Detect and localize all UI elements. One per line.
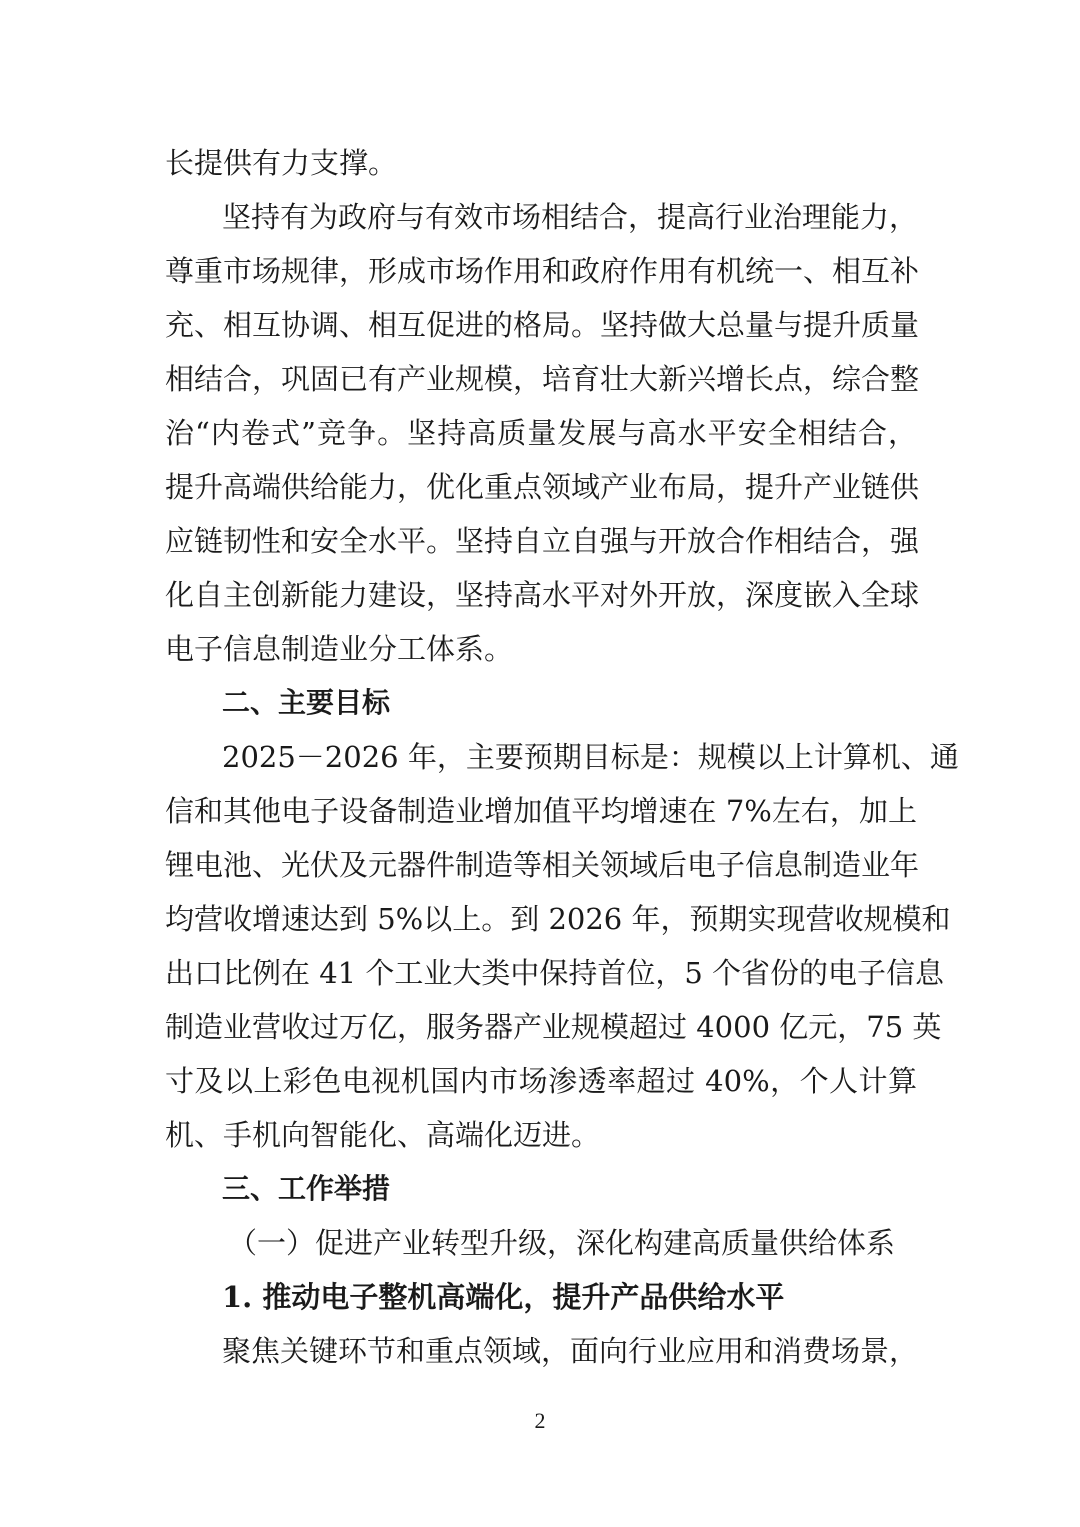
subsection-1-heading: （一）促进产业转型升级，深化构建高质量供给体系 <box>228 1226 896 1260</box>
paragraph-2-line-8: 化自主创新能力建设，坚持高水平对外开放，深度嵌入全球 <box>165 578 920 612</box>
paragraph-3-line-2: 信和其他电子设备制造业增加值平均增速在 7%左右，加上 <box>165 794 917 828</box>
paragraph-3-line-8: 机、手机向智能化、高端化迈进。 <box>165 1118 601 1152</box>
paragraph-4-line-1: 聚焦关键环节和重点领域，面向行业应用和消费场景， <box>222 1334 919 1368</box>
paragraph-2-line-1: 坚持有为政府与有效市场相结合，提高行业治理能力， <box>222 200 919 234</box>
section-2-heading: 二、主要目标 <box>222 686 391 719</box>
paragraph-3-line-1: 2025－2026 年，主要预期目标是：规模以上计算机、通 <box>222 740 959 774</box>
page-number: 2 <box>534 1408 546 1433</box>
paragraph-2-line-3: 充、相互协调、相互促进的格局。坚持做大总量与提升质量 <box>165 308 920 342</box>
item-1-heading: 1. 推动电子整机高端化，提升产品供给水平 <box>222 1280 785 1314</box>
paragraph-2-line-5: 治“内卷式”竞争。坚持高质量发展与高水平安全相结合， <box>165 416 917 450</box>
paragraph-2-line-4: 相结合，巩固已有产业规模，培育壮大新兴增长点，综合整 <box>165 362 920 396</box>
paragraph-1-line-1: 长提供有力支撑。 <box>165 146 398 180</box>
paragraph-3-line-6: 制造业营收过万亿，服务器产业规模超过 4000 亿元，75 英 <box>165 1010 942 1044</box>
paragraph-3-line-3: 锂电池、光伏及元器件制造等相关领域后电子信息制造业年 <box>165 848 920 882</box>
paragraph-3-line-7: 寸及以上彩色电视机国内市场渗透率超过 40%，个人计算 <box>165 1064 917 1098</box>
paragraph-2-line-2: 尊重市场规律，形成市场作用和政府作用有机统一、相互补 <box>165 254 920 288</box>
paragraph-3-line-4: 均营收增速达到 5%以上。到 2026 年，预期实现营收规模和 <box>165 902 951 936</box>
paragraph-2-line-6: 提升高端供给能力，优化重点领域产业布局，提升产业链供 <box>165 470 920 504</box>
section-3-heading: 三、工作举措 <box>222 1172 391 1205</box>
paragraph-2-line-9: 电子信息制造业分工体系。 <box>165 632 514 666</box>
paragraph-2-line-7: 应链韧性和安全水平。坚持自立自强与开放合作相结合，强 <box>165 524 920 558</box>
paragraph-3-line-5: 出口比例在 41 个工业大类中保持首位，5 个省份的电子信息 <box>165 956 945 990</box>
